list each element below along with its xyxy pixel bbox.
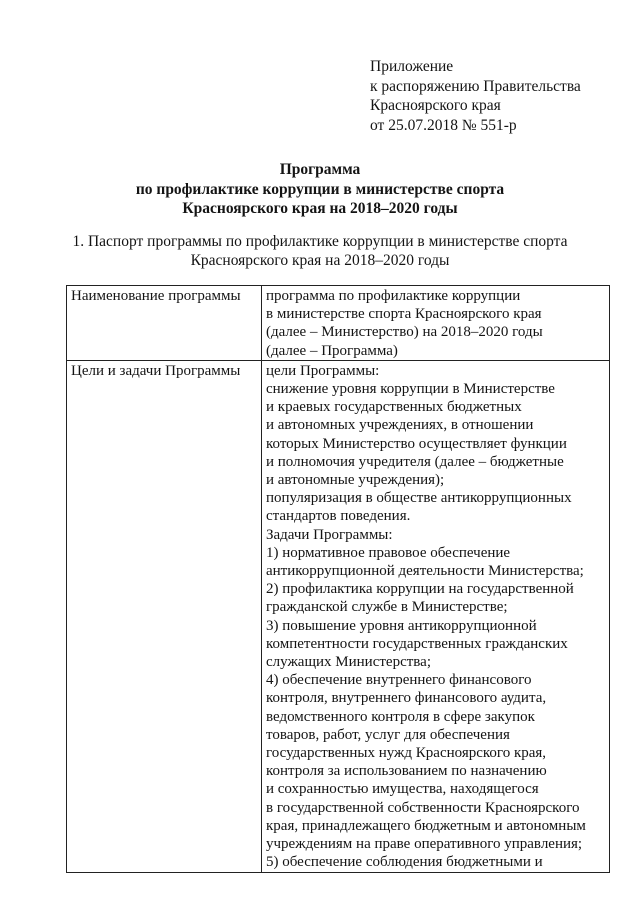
- title-line: Красноярского края на 2018–2020 годы: [182, 200, 458, 217]
- cell-line: 2) профилактика коррупции на государственной: [266, 581, 574, 598]
- cell-line: антикоррупционной деятельности Министерства;: [266, 563, 584, 580]
- cell-line: компетентности государственных гражданских: [266, 635, 568, 652]
- cell-line: контроля за использованием по назначению: [266, 763, 547, 780]
- cell-line: края, принадлежащего бюджетным и автономным: [266, 817, 586, 834]
- program-passport-table: [66, 285, 610, 873]
- cell-line: программа по профилактике коррупции: [266, 288, 521, 304]
- cell-line: цели Программы:: [266, 362, 380, 379]
- cell-line: которых Министерство осуществляет функции: [266, 435, 567, 452]
- cell-line: (далее – Программа): [266, 342, 398, 359]
- cell-line: в министерстве спорта Красноярского края: [266, 306, 542, 323]
- table-row: [67, 360, 610, 872]
- section-heading: [0, 232, 640, 270]
- appendix-line: Красноярского края: [370, 97, 501, 114]
- cell-line: и автономных учреждениях, в отношении: [266, 417, 534, 434]
- cell-line: 3) повышение уровня антикоррупционной: [266, 617, 537, 634]
- cell-line: и краевых государственных бюджетных: [266, 399, 522, 416]
- appendix-line: к распоряжению Правительства: [370, 77, 581, 95]
- cell-line: государственных нужд Красноярского края,: [266, 745, 547, 762]
- section-heading-line: 1. Паспорт программы по профилактике коррупции в министерстве спорта: [72, 233, 568, 250]
- table-row: [67, 286, 610, 361]
- cell-line: учреждениям на праве оперативного управления;: [266, 836, 583, 853]
- row-label-cell: [67, 360, 262, 872]
- appendix-header: [370, 57, 581, 135]
- appendix-line: Приложение: [370, 58, 454, 75]
- row-label: Наименование программы: [71, 288, 241, 304]
- cell-line: ведомственного контроля в сфере закупок: [266, 708, 535, 725]
- title-line: Программа: [279, 161, 361, 178]
- section-heading-line: Красноярского края на 2018–2020 годы: [190, 252, 450, 269]
- cell-line: и полномочия учредителя (далее – бюджетные: [266, 453, 564, 470]
- row-label: Цели и задачи Программы: [71, 362, 241, 379]
- cell-line: снижение уровня коррупции в Министерстве: [266, 381, 555, 398]
- row-label-cell: [67, 286, 262, 361]
- cell-line: контроля, внутреннего финансового аудита,: [266, 690, 547, 707]
- cell-line: в государственной собственности Красноярского: [266, 799, 580, 816]
- cell-line: 4) обеспечение внутреннего финансового: [266, 672, 532, 689]
- appendix-line: от 25.07.2018 № 551-р: [370, 116, 517, 134]
- row-value-cell: [262, 360, 610, 872]
- cell-line: популяризация в обществе антикоррупционных: [266, 490, 572, 507]
- document-title: [0, 160, 640, 219]
- title-line: по профилактике коррупции в министерстве спорта: [135, 180, 505, 198]
- cell-line: 1) нормативное правовое обеспечение: [266, 544, 511, 561]
- cell-line: гражданской службе в Министерстве;: [266, 599, 508, 616]
- cell-line: (далее – Министерство) на 2018–2020 годы: [266, 324, 543, 341]
- row-value-cell: [262, 286, 610, 361]
- cell-line: служащих Министерства;: [266, 654, 432, 671]
- cell-line: 5) обеспечение соблюдения бюджетными и: [266, 854, 543, 871]
- cell-line: Задачи Программы:: [266, 526, 393, 543]
- cell-line: товаров, работ, услуг для обеспечения: [266, 726, 510, 743]
- cell-line: стандартов поведения.: [266, 508, 411, 525]
- cell-line: и автономные учреждения);: [266, 472, 445, 489]
- cell-line: и сохранностью имущества, находящегося: [266, 781, 539, 798]
